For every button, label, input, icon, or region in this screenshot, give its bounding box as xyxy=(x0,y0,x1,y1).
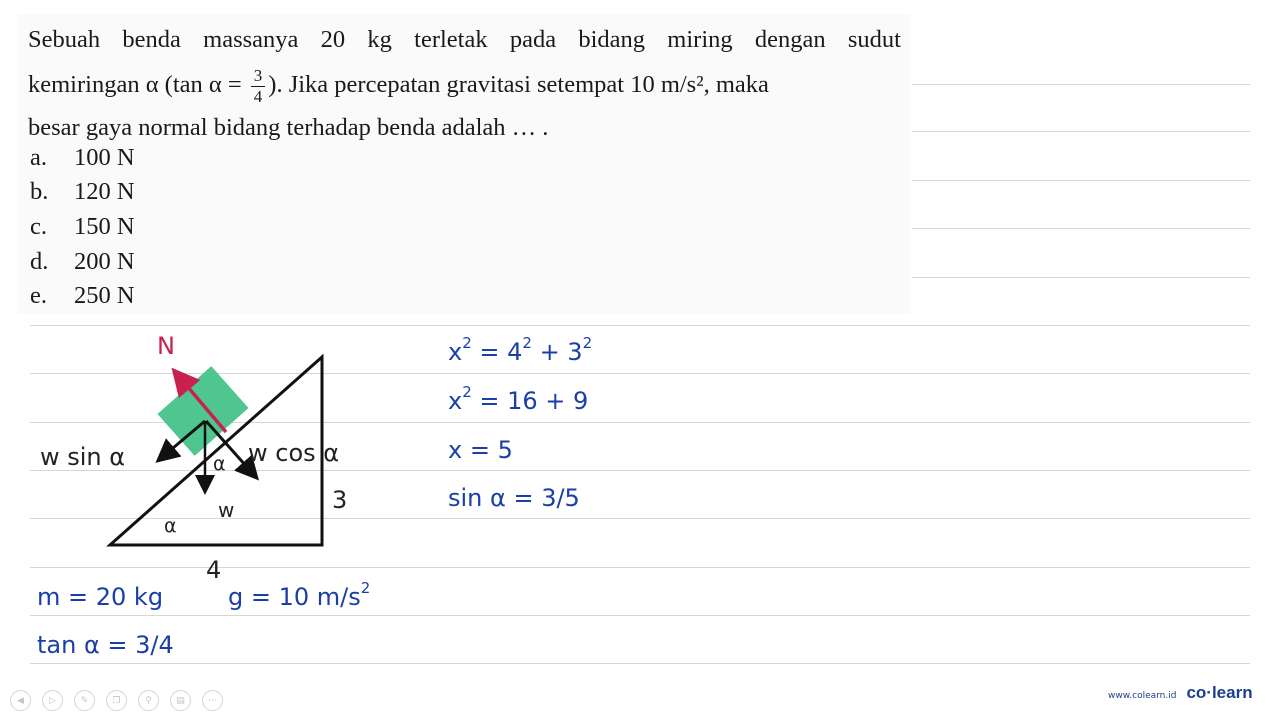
equation-pythagoras xyxy=(448,334,593,366)
option-text: 250 N xyxy=(74,282,135,309)
fraction-numerator: 3 xyxy=(251,66,266,87)
base-side-label: 4 xyxy=(206,556,222,584)
tan-value: tan α = 3/4 xyxy=(37,631,174,659)
eq-exponent: 2 xyxy=(360,579,371,597)
more-icon[interactable]: ⋯ xyxy=(202,690,223,711)
equation-sine: sin α = 3/5 xyxy=(448,484,580,512)
fraction-denominator: 4 xyxy=(253,87,263,106)
eq-term: = 4 xyxy=(471,338,523,366)
eq-exponent: 2 xyxy=(462,383,472,401)
equation-result: x = 5 xyxy=(448,436,513,464)
brand-logo: co·learn xyxy=(1186,683,1253,702)
option-letter: d. xyxy=(30,248,49,275)
pen-icon[interactable]: ✎ xyxy=(74,690,95,711)
eq-exponent: 2 xyxy=(522,334,532,352)
copy-icon[interactable]: ❐ xyxy=(106,690,127,711)
keyboard-icon[interactable]: ▤ xyxy=(170,690,191,711)
w-cos-label: w cos α xyxy=(248,439,340,467)
eq-term: x xyxy=(448,387,463,415)
option-text: 150 N xyxy=(74,213,135,240)
alpha-top-label: α xyxy=(213,453,226,475)
gravity-value xyxy=(228,579,371,611)
option-letter: e. xyxy=(30,282,47,309)
option-text: 200 N xyxy=(74,248,135,275)
option-letter: c. xyxy=(30,213,47,240)
question-line-2-end: ). Jika percepatan gravitasi setempat 10 m/s², maka xyxy=(268,71,769,99)
eq-exponent: 2 xyxy=(462,334,472,352)
player-toolbar xyxy=(10,690,223,711)
normal-force-label: N xyxy=(157,332,175,360)
equation-sum xyxy=(448,383,589,415)
question-line-3: besar gaya normal bidang terhadap benda adalah … . xyxy=(28,114,549,141)
option-text: 120 N xyxy=(74,178,135,205)
brand xyxy=(1108,683,1253,703)
w-sin-label: w sin α xyxy=(40,443,126,471)
option-letter: b. xyxy=(30,178,49,205)
question-line-1: Sebuah benda massanya 20 kg terletak pada bidang miring dengan sudut xyxy=(28,26,901,53)
eq-term: + 3 xyxy=(531,338,583,366)
prev-icon[interactable]: ◀ xyxy=(10,690,31,711)
brand-url[interactable]: www.colearn.id xyxy=(1108,691,1177,701)
eq-term: = 16 + 9 xyxy=(471,387,589,415)
eq-term: x xyxy=(448,338,463,366)
question-line-2-start: kemiringan α (tan α = xyxy=(28,71,242,99)
alpha-angle-label: α xyxy=(164,515,177,537)
green-block xyxy=(157,366,248,456)
zoom-icon[interactable]: ⚲ xyxy=(138,690,159,711)
weight-label: w xyxy=(218,498,235,522)
option-letter: a. xyxy=(30,144,47,171)
gravity-text: g = 10 m/s xyxy=(228,583,361,611)
option-text: 100 N xyxy=(74,144,135,171)
eq-exponent: 2 xyxy=(582,334,593,352)
mass-value: m = 20 kg xyxy=(37,583,164,611)
vertical-side-label: 3 xyxy=(332,486,348,514)
play-icon[interactable]: ▷ xyxy=(42,690,63,711)
